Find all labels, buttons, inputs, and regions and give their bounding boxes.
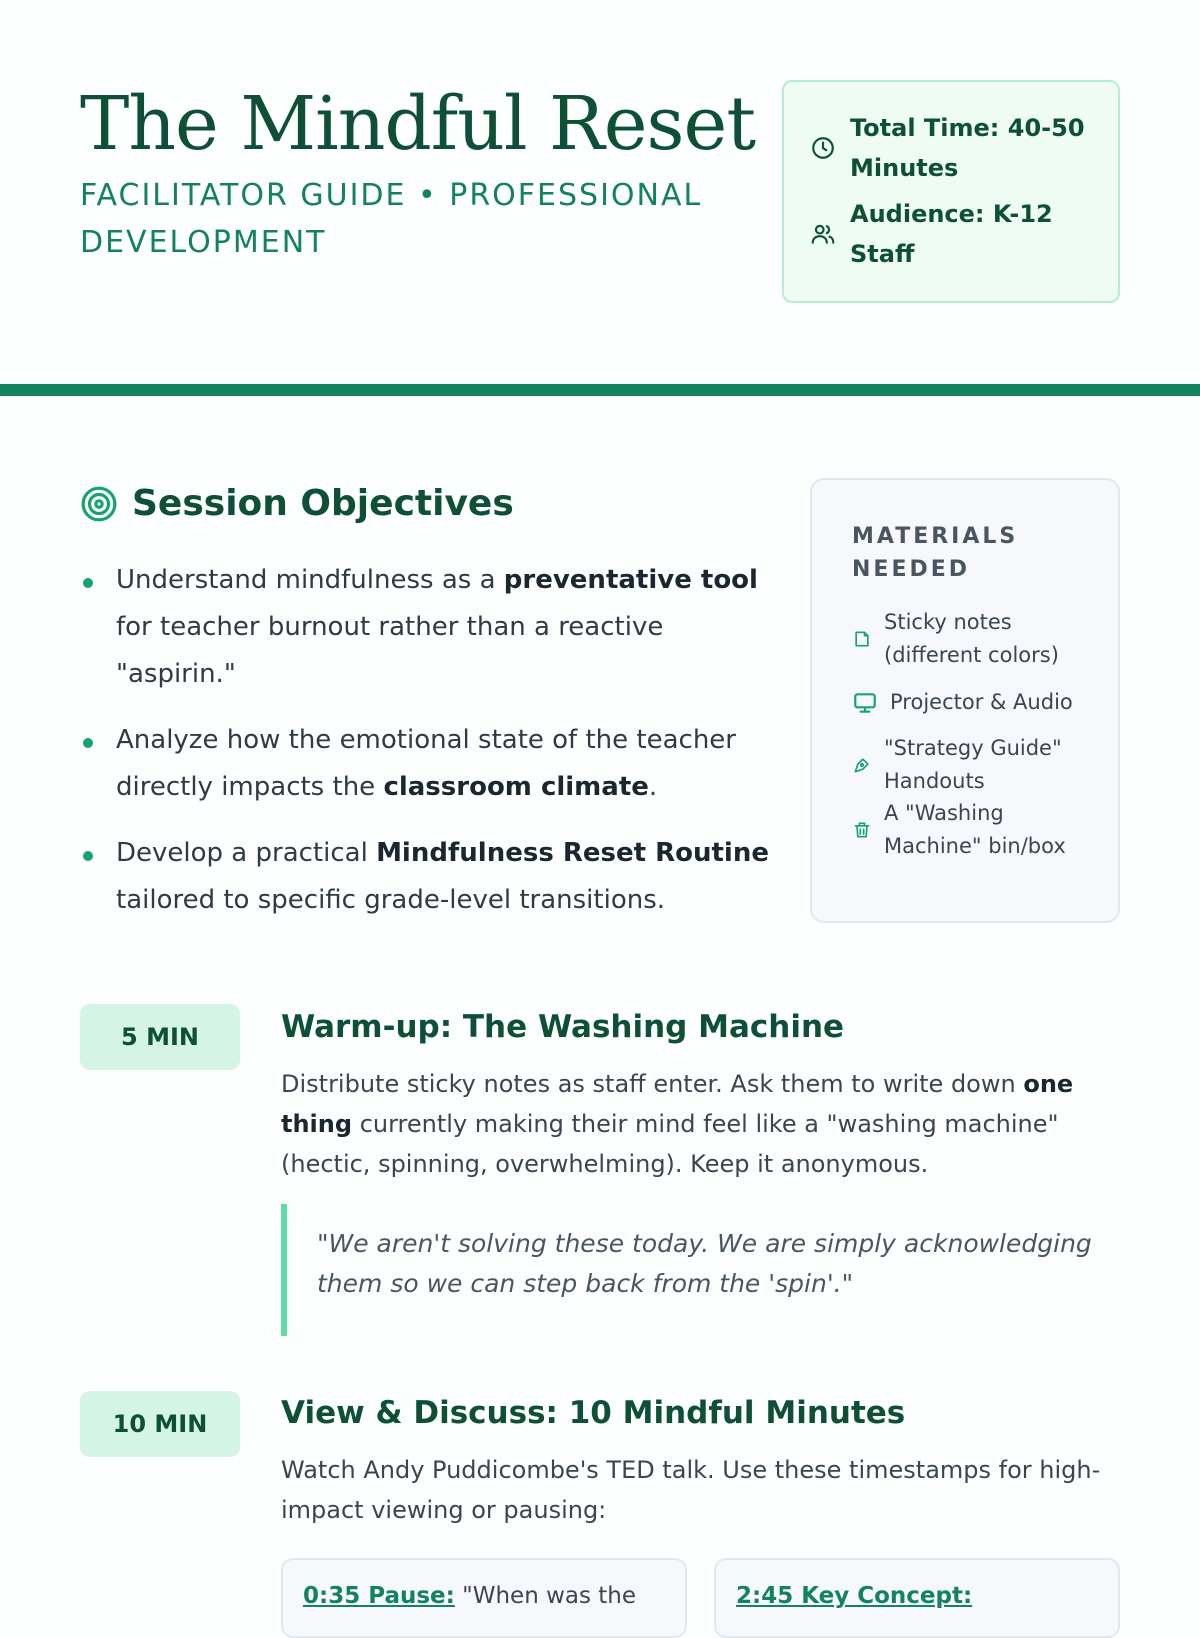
total-time	[810, 108, 1090, 188]
objective-text: tailored to specific grade-level transitions.	[116, 885, 666, 915]
agenda-desc-text: Distribute sticky notes as staff enter. Ask them to write down	[281, 1070, 1024, 1098]
sticky-note-icon	[852, 629, 872, 649]
audience	[810, 194, 1090, 274]
session-meta-card	[782, 80, 1120, 303]
agenda-description: Watch Andy Puddicombe's TED talk. Use these timestamps for high-impact viewing or pausing:	[281, 1456, 1101, 1524]
materials-card	[810, 478, 1120, 923]
clock-icon	[810, 135, 836, 161]
objective-item	[80, 557, 770, 698]
materials-heading: MATERIALS NEEDED	[852, 524, 1019, 582]
facilitator-quote: "We aren't solving these today. We are simply acknowledging them so we can step back from the 'spin'."	[281, 1204, 1101, 1336]
objective-emphasis: classroom climate	[383, 772, 649, 802]
agenda-desc-emphasis: one thing	[281, 1070, 1074, 1138]
timestamp-label: 0:35 Pause:	[303, 1583, 455, 1609]
material-item	[852, 686, 1090, 719]
page-subtitle: FACILITATOR GUIDE • PROFESSIONAL DEVELOPMENT	[80, 178, 703, 260]
agenda-title: View & Discuss: 10 Mindful Minutes	[281, 1395, 906, 1431]
duration-badge: 10 MIN	[80, 1391, 240, 1457]
total-time-text: Total Time: 40-50 Minutes	[850, 114, 1085, 182]
objectives-heading: Session Objectives	[132, 483, 514, 524]
material-text: Sticky notes (different colors)	[884, 610, 1059, 667]
target-icon	[80, 485, 118, 523]
agenda-title: Warm-up: The Washing Machine	[281, 1009, 845, 1045]
pen-tool-icon	[852, 755, 872, 775]
objective-emphasis: preventative tool	[503, 565, 758, 595]
objective-text: Understand mindfulness as a	[116, 565, 504, 595]
objective-emphasis: Mindfulness Reset Routine	[376, 838, 769, 868]
material-item	[852, 732, 1084, 798]
timestamp-label: 2:45 Key Concept:	[736, 1583, 973, 1609]
objective-text: .	[648, 772, 658, 802]
agenda-desc-text: currently making their mind feel like a "washing machine" (hectic, spinning, overwhelming). Keep it anonymous.	[281, 1110, 1059, 1178]
material-item	[852, 606, 1084, 672]
material-item	[852, 797, 1084, 863]
objective-text: Develop a practical	[116, 838, 377, 868]
page-title: The Mindful Reset	[80, 81, 756, 167]
timestamp-card	[714, 1558, 1120, 1638]
monitor-icon	[852, 690, 878, 716]
objective-text: for teacher burnout rather than a reactive "aspirin."	[116, 612, 664, 689]
material-text: Projector & Audio	[890, 690, 1073, 714]
material-text: "Strategy Guide" Handouts	[884, 736, 1062, 793]
timestamp-text: "When was the	[454, 1583, 637, 1609]
objectives-heading-row	[80, 478, 514, 530]
objectives-list	[80, 557, 770, 943]
objective-text: Analyze how the emotional state of the teacher directly impacts the	[116, 725, 736, 802]
objective-item	[80, 717, 770, 811]
timestamp-card	[281, 1558, 687, 1638]
duration-badge: 5 MIN	[80, 1004, 240, 1070]
trash-bin-icon	[852, 820, 872, 840]
agenda-description	[281, 1064, 1121, 1184]
objective-item	[80, 830, 770, 924]
users-icon	[810, 221, 836, 247]
material-text: A "Washing Machine" bin/box	[884, 801, 1066, 858]
audience-text: Audience: K-12 Staff	[850, 200, 1053, 268]
header-divider	[0, 384, 1200, 396]
